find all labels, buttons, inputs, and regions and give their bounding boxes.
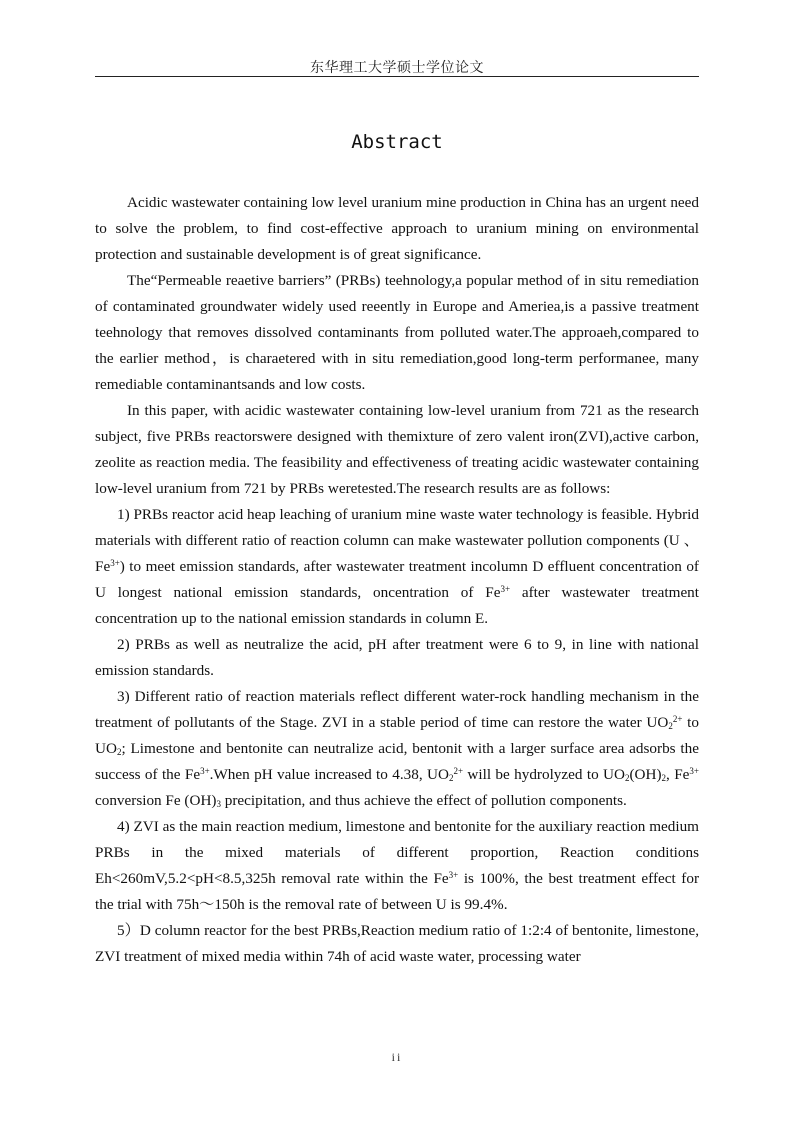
text: (OH)	[629, 766, 662, 783]
text: precipitation, and thus achieve the effect of pollution components.	[220, 792, 627, 809]
subscript: 2	[448, 773, 454, 783]
abstract-title: Abstract	[351, 131, 443, 153]
text: ; Limestone and bentonite can neutralize acid, bentonit with a larger surface area adsorbs the success of the Fe	[95, 740, 699, 783]
superscript: 3+	[200, 766, 210, 776]
text: will be hydrolyzed to UO	[463, 766, 625, 783]
subscript: 2	[661, 773, 667, 783]
result-item-5: 5）D column reactor for the best PRBs,Reaction medium ratio of 1:2:4 of bentonite, limestone, ZVI treatment of mixed media within 74h of acid waste water, processing water	[95, 922, 699, 965]
result-item-1	[95, 502, 699, 632]
superscript: 2+	[672, 714, 683, 724]
paragraph-3: In this paper, with acidic wastewater containing low-level uranium from 721 as the research subject, five PRBs reactorswere designed with themixture of zero valent iron(ZVI),active carbon, zeolite as reaction media. The feasibility and effectiveness of treating acidic wastewater containing low-level uranium from 721 by PRBs weretested.The research results are as follows:	[95, 402, 699, 497]
subscript: 2	[624, 773, 630, 783]
result-item-4	[95, 814, 699, 918]
page-number: ii	[391, 1050, 403, 1064]
abstract-body	[95, 190, 699, 970]
text: 4) ZVI as the main reaction medium, limestone and bentonite for the auxiliary reaction medium PRBs in the mixed materials of different proportion, Reaction conditions Eh<260mV,5.2<pH<8.5,325h removal rate within the Fe	[95, 818, 699, 887]
subscript: 3	[216, 799, 221, 809]
text: 1) PRBs reactor acid heap leaching of uranium mine waste water technology is feasible. Hybrid materials with different ratio of reaction column can make wastewater pollution components (U 、Fe	[95, 506, 699, 575]
superscript: 3+	[689, 766, 699, 776]
superscript: 3+	[500, 584, 511, 594]
superscript: 3+	[110, 558, 120, 568]
text: is 100%, the best treatment effect for the trial with 75h～150h is the removal rate of between U is 99.4%.	[95, 870, 700, 913]
result-item-2: 2) PRBs as well as neutralize the acid, pH after treatment were 6 to 9, in line with national emission standards.	[95, 636, 699, 679]
text: 3) Different ratio of reaction materials reflect different water-rock handling mechanism in the treatment of pollutants of the Stage. ZVI in a stable period of time can restore the water UO	[95, 688, 699, 731]
text: to UO	[95, 714, 699, 757]
text: , Fe	[666, 766, 690, 783]
text: ) to meet emission standards, after wastewater treatment incolumn D effluent concentration of U longest national emission standards, oncentration of Fe	[95, 558, 699, 601]
text: conversion Fe (OH)	[95, 792, 217, 809]
superscript: 3+	[448, 870, 459, 880]
result-item-3	[95, 684, 699, 814]
subscript: 2	[116, 747, 122, 757]
paragraph-1: Acidic wastewater containing low level uranium mine production in China has an urgent need to solve the problem, to find cost-effective approach to uranium mining on environmental protection and sustainable development is of great significance.	[95, 194, 699, 263]
running-header: 东华理工大学硕士学位论文	[310, 60, 484, 76]
text: .When pH value increased to 4.38, UO	[209, 766, 449, 783]
superscript: 2+	[453, 766, 464, 776]
subscript: 2	[668, 721, 673, 731]
text: after wastewater treatment concentration up to the national emission standards in column E.	[95, 584, 699, 627]
paragraph-2: The“Permeable reaetive barriers” (PRBs) teehnology,a popular method of in situ remediation of contaminated groundwater widely used reeently in Europe and Ameriea,is a passive treatment teehnology that removes dissolved contaminants from polluted water.The approaeh,compared to the earlier method，is charaetered with in situ remediation,good long-term performanee, many remediable contaminantsands and low costs.	[95, 272, 699, 393]
header-rule	[95, 76, 699, 77]
